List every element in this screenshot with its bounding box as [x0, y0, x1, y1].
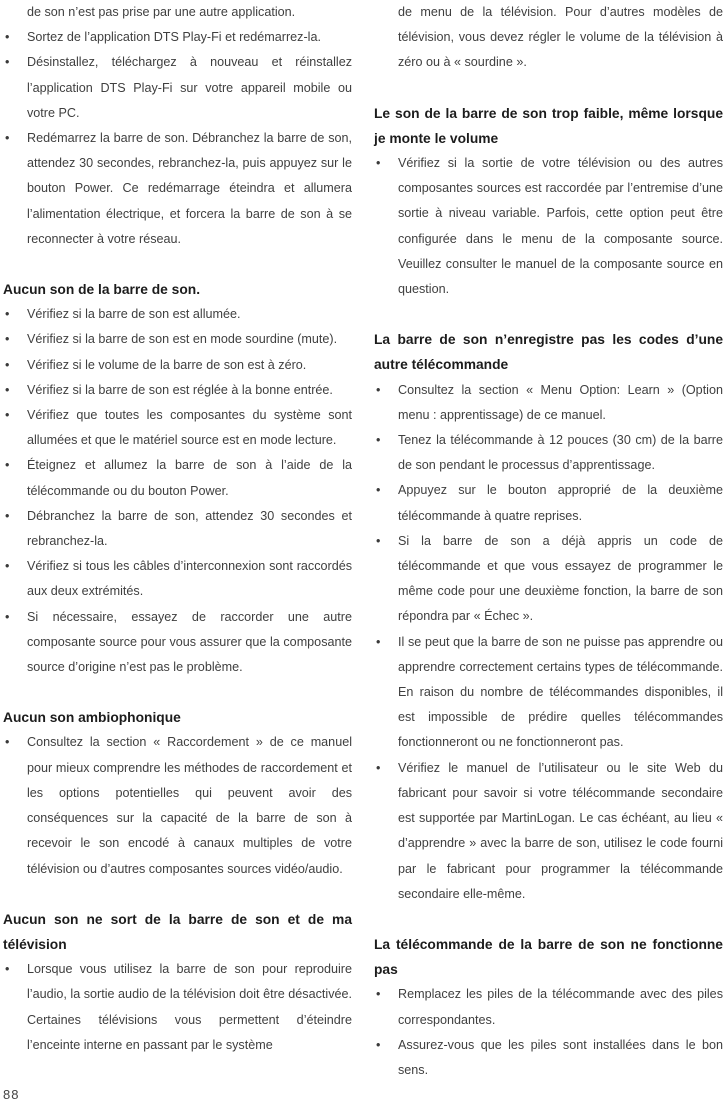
list-item: • Lorsque vous utilisez la barre de son pour reproduire l’audio, la sortie audio de la télévision doit être désactivée. Certaines télévisions vous permettent d’éteindre l’enceinte interne en passant par le système [3, 957, 352, 1058]
list-item: • Consultez la section « Menu Option: Learn » (Option menu : apprentissage) de ce manuel. [374, 378, 723, 428]
right-column [374, 0, 723, 1083]
list-item: • Redémarrez la barre de son. Débranchez la barre de son, attendez 30 secondes, rebranchez-la, puis appuyez sur le bouton Power. Ce redémarrage éteindra et allumera l’alimentation électrique, et forcera la barre de son à se reconnecter à votre réseau. [3, 126, 352, 252]
right-continuation: de menu de la télévision. Pour d’autres modèles de télévision, vous devez régler le volume de la télévision à zéro ou à « sourdine ». [398, 5, 723, 70]
list-item: • Désinstallez, téléchargez à nouveau et réinstallez l’application DTS Play-Fi sur votre appareil mobile ou votre PC. [3, 50, 352, 126]
list-item: • Vérifiez si la barre de son est en mode sourdine (mute). [3, 327, 352, 352]
list-item: • Consultez la section « Raccordement » de ce manuel pour mieux comprendre les méthodes de raccordement et les options potentielles qui peuvent avoir des conséquences sur la capacité de la barre de son à recevoir le son encodé à canaux multiples de votre télévision ou d’autres composantes sources vidéo/audio. [3, 730, 352, 881]
list-item: • Sortez de l’application DTS Play-Fi et redémarrez-la. [3, 25, 352, 50]
list-item: • Il se peut que la barre de son ne puisse pas apprendre ou apprendre correctement certains types de télécommande. En raison du nombre de télécommandes disponibles, il est impossible de prédire quelles télécommandes fonctionneront ou ne fonctionneront pas. [374, 630, 723, 756]
list-item: • Vérifiez que toutes les composantes du système sont allumées et que le matériel source est en mode lecture. [3, 403, 352, 453]
list-item: • Assurez-vous que les piles sont installées dans le bon sens. [374, 1033, 723, 1083]
list-item: • Vérifiez le manuel de l’utilisateur ou le site Web du fabricant pour savoir si votre télécommande secondaire est supportée par MartinLogan. Le cas échéant, au lieu « d’apprendre » avec la barre de son, utilisez le code fourni par le fabricant pour programmer la télécommande secondaire elle-même. [374, 756, 723, 907]
list-item: • Si la barre de son a déjà appris un code de télécommande et que vous essayez de programmer le même code pour une deuxième fonction, la barre de son répondra par « Échec ». [374, 529, 723, 630]
list-item: • Si nécessaire, essayez de raccorder une autre composante source pour vous assurer que la composante source d’origine n’est pas le problème. [3, 605, 352, 681]
list-item: • Vérifiez si la sortie de votre télévision ou des autres composantes sources est raccordée par l’entremise d’une sortie à niveau variable. Parfois, cette option peut être configurée dans le menu de la composante source. Veuillez consulter le manuel de la composante source en question. [374, 151, 723, 302]
list-item: • Vérifiez si la barre de son est réglée à la bonne entrée. [3, 378, 352, 403]
list-item: • Appuyez sur le bouton approprié de la deuxième télécommande à quatre reprises. [374, 478, 723, 528]
list-item: • Vérifiez si la barre de son est allumée. [3, 302, 352, 327]
list-item: • Vérifiez si tous les câbles d’interconnexion sont raccordés aux deux extrémités. [3, 554, 352, 604]
section-heading-remote-not-working: La télécommande de la barre de son ne fonctionne pas [374, 936, 723, 978]
section-heading-no-sound: Aucun son de la barre de son. [3, 282, 201, 298]
list-item: • Éteignez et allumez la barre de son à l’aide de la télécommande ou du bouton Power. [3, 453, 352, 503]
section-heading-no-sound-tv: Aucun son ne sort de la barre de son et de ma télévision [3, 911, 352, 952]
left-column [3, 0, 352, 1058]
page-number: 88 [3, 1087, 20, 1102]
section-heading-low-volume: Le son de la barre de son trop faible, même lorsque je monte le volume [374, 105, 723, 146]
list-item: • Débranchez la barre de son, attendez 30 secondes et rebranchez-la. [3, 504, 352, 554]
section-heading-remote-learn: La barre de son n’enregistre pas les codes d’une autre télécommande [374, 332, 723, 373]
intro-continuation: de son n’est pas prise par une autre application. [27, 5, 296, 19]
section-heading-no-surround: Aucun son ambiophonique [3, 710, 181, 726]
list-item: • Remplacez les piles de la télécommande avec des piles correspondantes. [374, 982, 723, 1032]
list-item: • Tenez la télécommande à 12 pouces (30 cm) de la barre de son pendant le processus d’apprentissage. [374, 428, 723, 478]
list-item: • Vérifiez si le volume de la barre de son est à zéro. [3, 353, 352, 378]
